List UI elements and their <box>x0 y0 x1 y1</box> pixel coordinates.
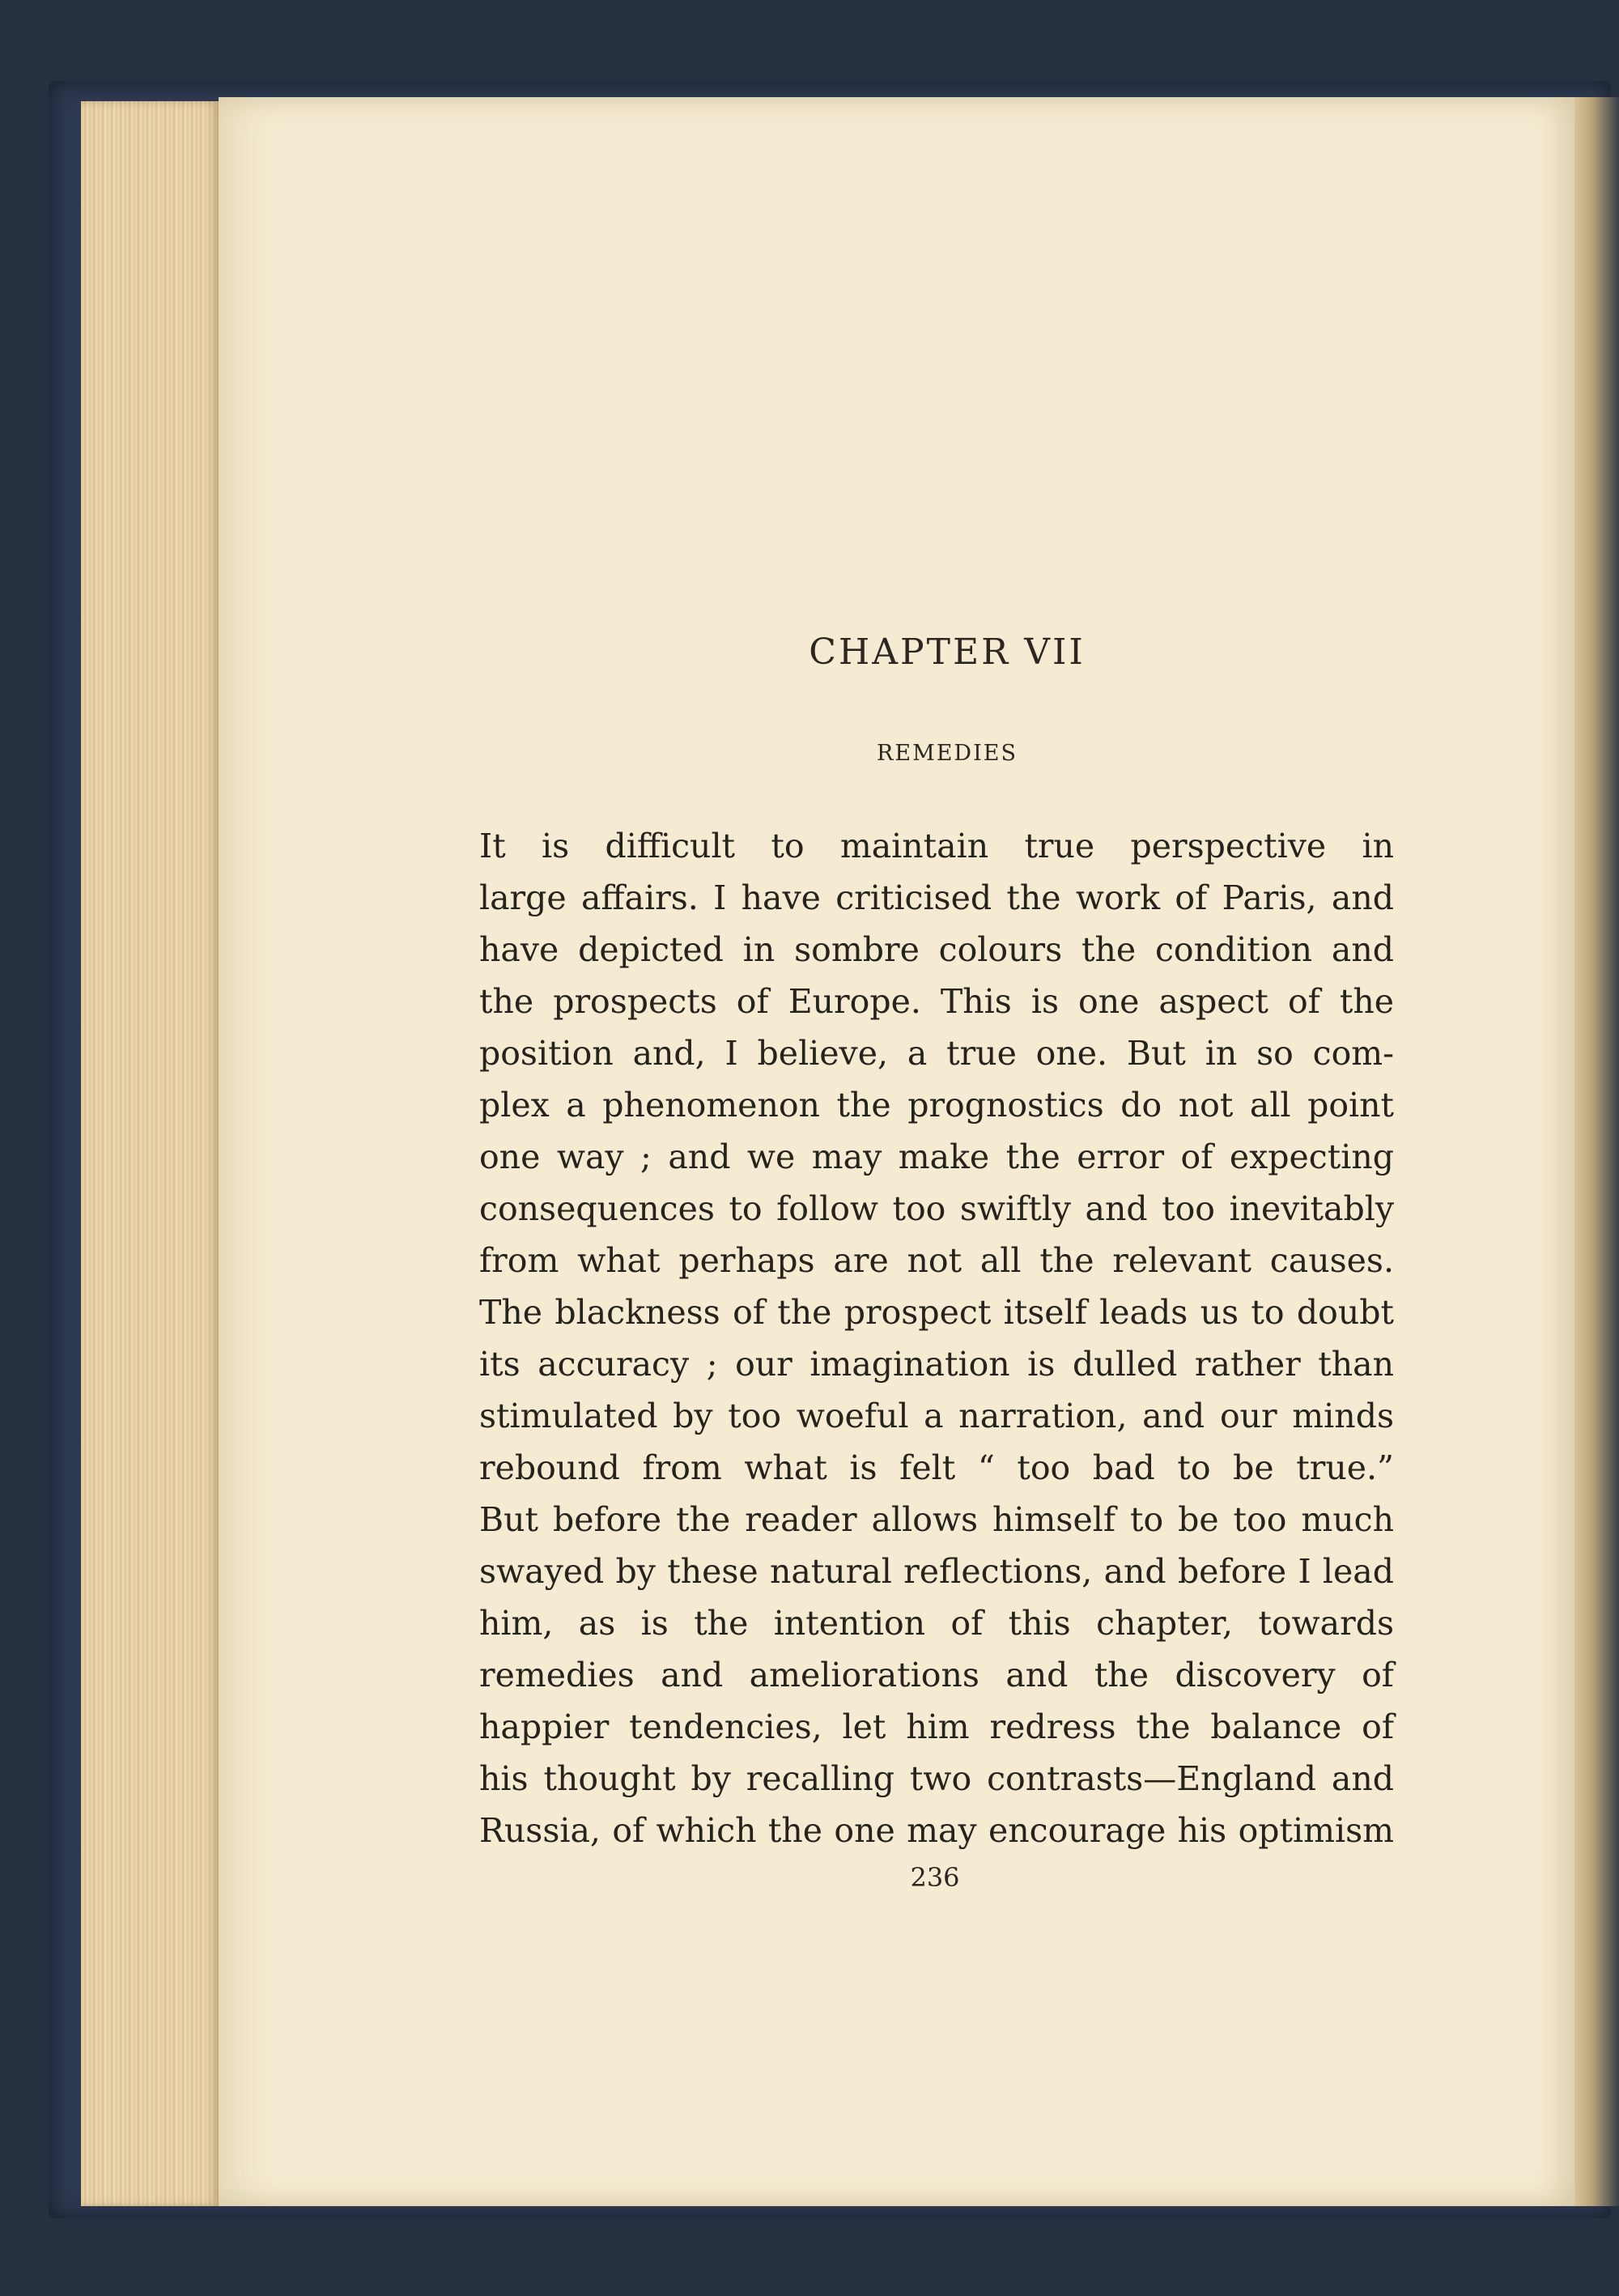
text-line: rebound from what is felt “ too bad to be true.” <box>479 1448 1394 1487</box>
text-line: But before the reader allows himself to be too much <box>479 1500 1394 1539</box>
text-line: him, as is the intention of this chapter, towards <box>479 1604 1394 1643</box>
text-line: consequences to follow too swiftly and too inevitably <box>479 1189 1394 1228</box>
text-line: stimulated by too woeful a narration, and our minds <box>479 1397 1394 1435</box>
text-line: swayed by these natural reflections, and before I lead <box>479 1552 1394 1591</box>
book-gutter <box>1574 97 1619 2206</box>
text-line: large affairs. I have criticised the work of Paris, and <box>479 878 1394 917</box>
page-edges <box>81 101 219 2206</box>
text-line: its accuracy ; our imagination is dulled rather than <box>479 1345 1394 1384</box>
text-line: position and, I believe, a true one. But in so com- <box>479 1034 1394 1073</box>
text-line: remedies and ameliorations and the discovery of <box>479 1656 1394 1694</box>
text-line: happier tendencies, let him redress the balance of <box>479 1707 1394 1746</box>
text-line: from what perhaps are not all the relevant causes. <box>479 1241 1394 1280</box>
chapter-heading: CHAPTER VII <box>809 631 1086 673</box>
text-line: his thought by recalling two contrasts—England and <box>479 1759 1394 1798</box>
text-line: one way ; and we may make the error of expecting <box>479 1137 1394 1176</box>
body-text <box>479 820 1394 1856</box>
text-line: the prospects of Europe. This is one aspect of the <box>479 982 1394 1021</box>
text-line: have depicted in sombre colours the condition and <box>479 930 1394 969</box>
text-line: It is difficult to maintain true perspective in <box>479 827 1394 865</box>
page-number: 236 <box>910 1862 960 1893</box>
text-line: plex a phenomenon the prognostics do not all point <box>479 1086 1394 1125</box>
text-line: Russia, of which the one may encourage his optimism <box>479 1811 1394 1850</box>
chapter-subheading: REMEDIES <box>877 741 1018 766</box>
text-line: The blackness of the prospect itself leads us to doubt <box>479 1293 1394 1332</box>
